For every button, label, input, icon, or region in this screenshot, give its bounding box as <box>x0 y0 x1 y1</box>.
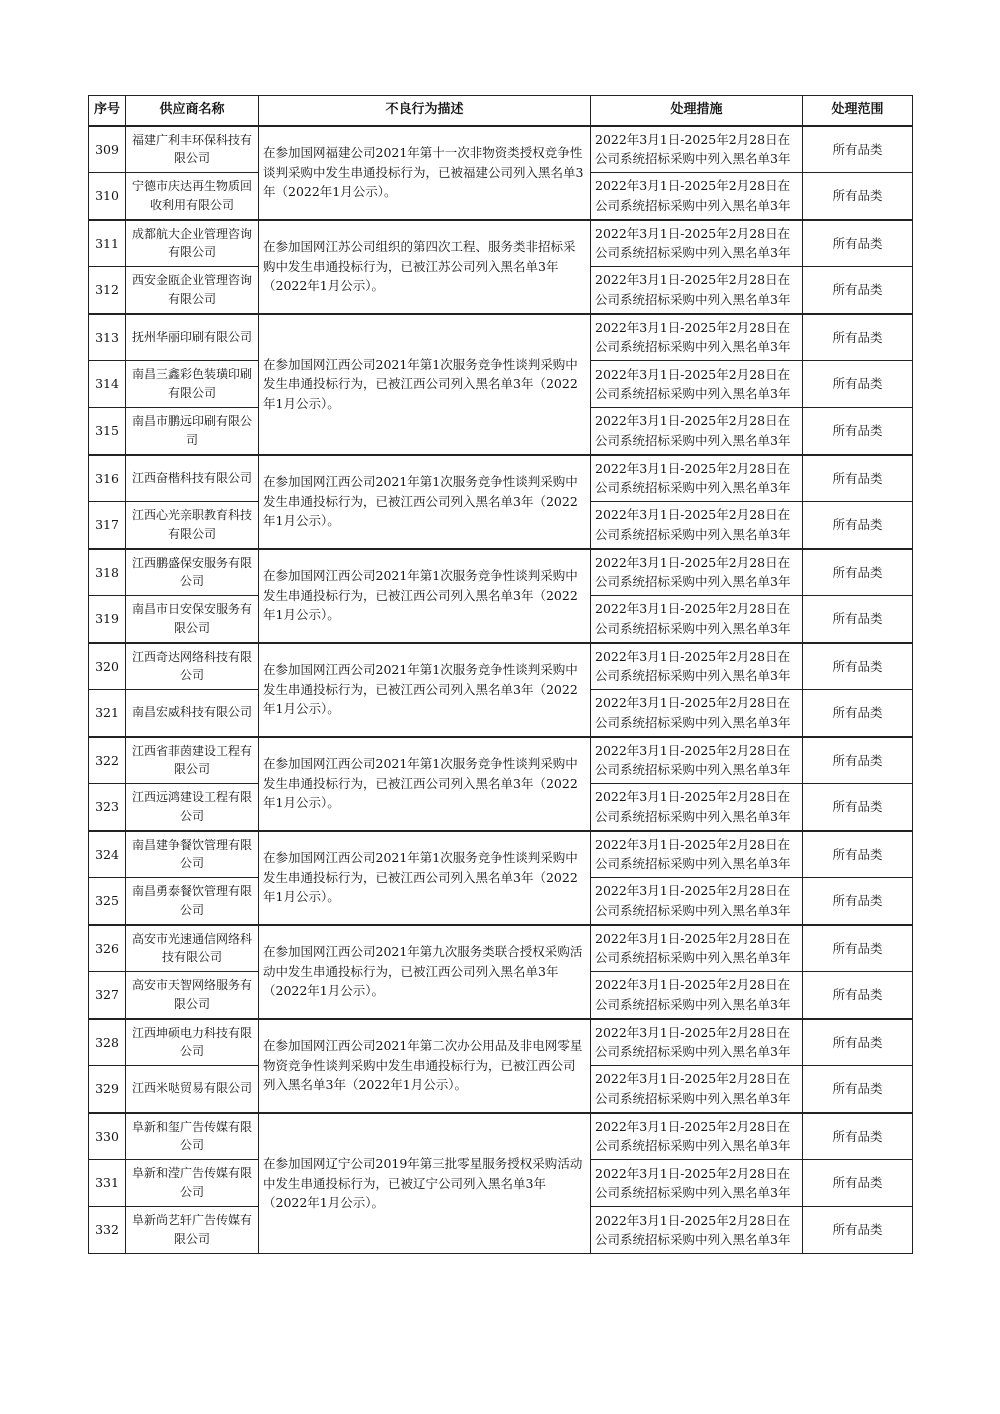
serial-number-cell: 314 <box>89 361 126 408</box>
behavior-description-cell: 在参加国网江西公司2021年第1次服务竞争性谈判采购中发生串通投标行为，已被江西公司列入黑名单3年（2022年1月公示）。 <box>259 549 591 643</box>
measure-cell: 2022年3月1日-2025年2月28日在公司系统招标采购中列入黑名单3年 <box>591 784 803 831</box>
behavior-description-cell: 在参加国网江西公司2021年第1次服务竞争性谈判采购中发生串通投标行为，已被江西公司列入黑名单3年（2022年1月公示）。 <box>259 831 591 925</box>
serial-number-cell: 324 <box>89 831 126 878</box>
measure-cell: 2022年3月1日-2025年2月28日在公司系统招标采购中列入黑名单3年 <box>591 878 803 925</box>
measure-cell: 2022年3月1日-2025年2月28日在公司系统招标采购中列入黑名单3年 <box>591 502 803 549</box>
supplier-name-cell: 抚州华丽印刷有限公司 <box>126 314 259 361</box>
header-measure: 处理措施 <box>591 96 803 126</box>
scope-cell: 所有品类 <box>803 690 913 737</box>
supplier-name-cell: 江西坤硕电力科技有限公司 <box>126 1019 259 1066</box>
supplier-name-cell: 南昌市鹏远印刷有限公司 <box>126 408 259 455</box>
supplier-name-cell: 南昌建争餐饮管理有限公司 <box>126 831 259 878</box>
behavior-description-cell: 在参加国网江西公司2021年第1次服务竞争性谈判采购中发生串通投标行为，已被江西公司列入黑名单3年（2022年1月公示）。 <box>259 455 591 549</box>
supplier-name-cell: 成都航大企业管理咨询有限公司 <box>126 220 259 267</box>
scope-cell: 所有品类 <box>803 596 913 643</box>
behavior-description-cell: 在参加国网江西公司2021年第1次服务竞争性谈判采购中发生串通投标行为，已被江西公司列入黑名单3年（2022年1月公示）。 <box>259 643 591 737</box>
table-row <box>89 643 913 690</box>
measure-cell: 2022年3月1日-2025年2月28日在公司系统招标采购中列入黑名单3年 <box>591 267 803 314</box>
header-supplier-name: 供应商名称 <box>126 96 259 126</box>
supplier-blacklist-table-container <box>88 95 912 1254</box>
supplier-name-cell: 阜新和滢广告传媒有限公司 <box>126 1160 259 1207</box>
table-body <box>89 126 913 1254</box>
behavior-description-cell: 在参加国网辽宁公司2019年第三批零星服务授权采购活动中发生串通投标行为，已被辽宁公司列入黑名单3年（2022年1月公示）。 <box>259 1113 591 1254</box>
scope-cell: 所有品类 <box>803 361 913 408</box>
measure-cell: 2022年3月1日-2025年2月28日在公司系统招标采购中列入黑名单3年 <box>591 220 803 267</box>
supplier-name-cell: 西安金瓯企业管理咨询有限公司 <box>126 267 259 314</box>
serial-number-cell: 309 <box>89 126 126 173</box>
table-row <box>89 126 913 173</box>
header-scope: 处理范围 <box>803 96 913 126</box>
serial-number-cell: 326 <box>89 925 126 972</box>
serial-number-cell: 316 <box>89 455 126 502</box>
supplier-name-cell: 阜新和玺广告传媒有限公司 <box>126 1113 259 1160</box>
table-row <box>89 925 913 972</box>
table-row <box>89 1113 913 1160</box>
supplier-name-cell: 江西省菲茵建设工程有限公司 <box>126 737 259 784</box>
supplier-name-cell: 南昌三鑫彩色装璜印刷有限公司 <box>126 361 259 408</box>
measure-cell: 2022年3月1日-2025年2月28日在公司系统招标采购中列入黑名单3年 <box>591 925 803 972</box>
scope-cell: 所有品类 <box>803 1066 913 1113</box>
serial-number-cell: 311 <box>89 220 126 267</box>
measure-cell: 2022年3月1日-2025年2月28日在公司系统招标采购中列入黑名单3年 <box>591 408 803 455</box>
supplier-name-cell: 江西奋楷科技有限公司 <box>126 455 259 502</box>
serial-number-cell: 327 <box>89 972 126 1019</box>
scope-cell: 所有品类 <box>803 455 913 502</box>
scope-cell: 所有品类 <box>803 173 913 220</box>
serial-number-cell: 330 <box>89 1113 126 1160</box>
scope-cell: 所有品类 <box>803 408 913 455</box>
supplier-blacklist-table <box>88 95 913 1254</box>
scope-cell: 所有品类 <box>803 220 913 267</box>
serial-number-cell: 323 <box>89 784 126 831</box>
serial-number-cell: 318 <box>89 549 126 596</box>
behavior-description-cell: 在参加国网江西公司2021年第1次服务竞争性谈判采购中发生串通投标行为，已被江西公司列入黑名单3年（2022年1月公示）。 <box>259 314 591 455</box>
scope-cell: 所有品类 <box>803 126 913 173</box>
serial-number-cell: 331 <box>89 1160 126 1207</box>
measure-cell: 2022年3月1日-2025年2月28日在公司系统招标采购中列入黑名单3年 <box>591 831 803 878</box>
supplier-name-cell: 南昌勇泰餐饮管理有限公司 <box>126 878 259 925</box>
measure-cell: 2022年3月1日-2025年2月28日在公司系统招标采购中列入黑名单3年 <box>591 1113 803 1160</box>
scope-cell: 所有品类 <box>803 1207 913 1254</box>
scope-cell: 所有品类 <box>803 878 913 925</box>
header-behavior-description: 不良行为描述 <box>259 96 591 126</box>
table-row <box>89 549 913 596</box>
table-row <box>89 220 913 267</box>
supplier-name-cell: 江西远鸿建设工程有限公司 <box>126 784 259 831</box>
measure-cell: 2022年3月1日-2025年2月28日在公司系统招标采购中列入黑名单3年 <box>591 126 803 173</box>
scope-cell: 所有品类 <box>803 549 913 596</box>
scope-cell: 所有品类 <box>803 643 913 690</box>
serial-number-cell: 317 <box>89 502 126 549</box>
measure-cell: 2022年3月1日-2025年2月28日在公司系统招标采购中列入黑名单3年 <box>591 173 803 220</box>
table-row <box>89 314 913 361</box>
measure-cell: 2022年3月1日-2025年2月28日在公司系统招标采购中列入黑名单3年 <box>591 972 803 1019</box>
table-row <box>89 455 913 502</box>
measure-cell: 2022年3月1日-2025年2月28日在公司系统招标采购中列入黑名单3年 <box>591 1066 803 1113</box>
measure-cell: 2022年3月1日-2025年2月28日在公司系统招标采购中列入黑名单3年 <box>591 1207 803 1254</box>
serial-number-cell: 321 <box>89 690 126 737</box>
supplier-name-cell: 阜新尚艺轩广告传媒有限公司 <box>126 1207 259 1254</box>
serial-number-cell: 315 <box>89 408 126 455</box>
measure-cell: 2022年3月1日-2025年2月28日在公司系统招标采购中列入黑名单3年 <box>591 361 803 408</box>
measure-cell: 2022年3月1日-2025年2月28日在公司系统招标采购中列入黑名单3年 <box>591 690 803 737</box>
header-serial-number: 序号 <box>89 96 126 126</box>
scope-cell: 所有品类 <box>803 784 913 831</box>
supplier-name-cell: 高安市天智网络服务有限公司 <box>126 972 259 1019</box>
behavior-description-cell: 在参加国网江西公司2021年第1次服务竞争性谈判采购中发生串通投标行为，已被江西公司列入黑名单3年（2022年1月公示）。 <box>259 737 591 831</box>
supplier-name-cell: 江西心光亲职教育科技有限公司 <box>126 502 259 549</box>
serial-number-cell: 322 <box>89 737 126 784</box>
behavior-description-cell: 在参加国网江西公司2021年第九次服务类联合授权采购活动中发生串通投标行为，已被江西公司列入黑名单3年（2022年1月公示）。 <box>259 925 591 1019</box>
serial-number-cell: 329 <box>89 1066 126 1113</box>
measure-cell: 2022年3月1日-2025年2月28日在公司系统招标采购中列入黑名单3年 <box>591 455 803 502</box>
supplier-name-cell: 江西鹏盛保安服务有限公司 <box>126 549 259 596</box>
supplier-name-cell: 江西米哒贸易有限公司 <box>126 1066 259 1113</box>
serial-number-cell: 312 <box>89 267 126 314</box>
serial-number-cell: 328 <box>89 1019 126 1066</box>
scope-cell: 所有品类 <box>803 1019 913 1066</box>
supplier-name-cell: 南昌市日安保安服务有限公司 <box>126 596 259 643</box>
scope-cell: 所有品类 <box>803 925 913 972</box>
scope-cell: 所有品类 <box>803 1113 913 1160</box>
scope-cell: 所有品类 <box>803 314 913 361</box>
measure-cell: 2022年3月1日-2025年2月28日在公司系统招标采购中列入黑名单3年 <box>591 737 803 784</box>
measure-cell: 2022年3月1日-2025年2月28日在公司系统招标采购中列入黑名单3年 <box>591 549 803 596</box>
measure-cell: 2022年3月1日-2025年2月28日在公司系统招标采购中列入黑名单3年 <box>591 314 803 361</box>
measure-cell: 2022年3月1日-2025年2月28日在公司系统招标采购中列入黑名单3年 <box>591 1019 803 1066</box>
scope-cell: 所有品类 <box>803 972 913 1019</box>
measure-cell: 2022年3月1日-2025年2月28日在公司系统招标采购中列入黑名单3年 <box>591 596 803 643</box>
scope-cell: 所有品类 <box>803 267 913 314</box>
serial-number-cell: 332 <box>89 1207 126 1254</box>
supplier-name-cell: 宁德市庆达再生物质回收利用有限公司 <box>126 173 259 220</box>
serial-number-cell: 325 <box>89 878 126 925</box>
serial-number-cell: 320 <box>89 643 126 690</box>
header-row <box>89 96 913 126</box>
measure-cell: 2022年3月1日-2025年2月28日在公司系统招标采购中列入黑名单3年 <box>591 1160 803 1207</box>
supplier-name-cell: 福建广利丰环保科技有限公司 <box>126 126 259 173</box>
scope-cell: 所有品类 <box>803 831 913 878</box>
supplier-name-cell: 南昌宏威科技有限公司 <box>126 690 259 737</box>
behavior-description-cell: 在参加国网江苏公司组织的第四次工程、服务类非招标采购中发生串通投标行为，已被江苏公司列入黑名单3年（2022年1月公示）。 <box>259 220 591 314</box>
table-header <box>89 96 913 126</box>
serial-number-cell: 310 <box>89 173 126 220</box>
behavior-description-cell: 在参加国网江西公司2021年第二次办公用品及非电网零星物资竞争性谈判采购中发生串通投标行为，已被江西公司列入黑名单3年（2022年1月公示）。 <box>259 1019 591 1113</box>
table-row <box>89 737 913 784</box>
serial-number-cell: 319 <box>89 596 126 643</box>
scope-cell: 所有品类 <box>803 737 913 784</box>
table-row <box>89 831 913 878</box>
behavior-description-cell: 在参加国网福建公司2021年第十一次非物资类授权竞争性谈判采购中发生串通投标行为，已被福建公司列入黑名单3年（2022年1月公示）。 <box>259 126 591 220</box>
scope-cell: 所有品类 <box>803 1160 913 1207</box>
scope-cell: 所有品类 <box>803 502 913 549</box>
table-row <box>89 1019 913 1066</box>
serial-number-cell: 313 <box>89 314 126 361</box>
supplier-name-cell: 江西奇达网络科技有限公司 <box>126 643 259 690</box>
supplier-name-cell: 高安市光速通信网络科技有限公司 <box>126 925 259 972</box>
measure-cell: 2022年3月1日-2025年2月28日在公司系统招标采购中列入黑名单3年 <box>591 643 803 690</box>
